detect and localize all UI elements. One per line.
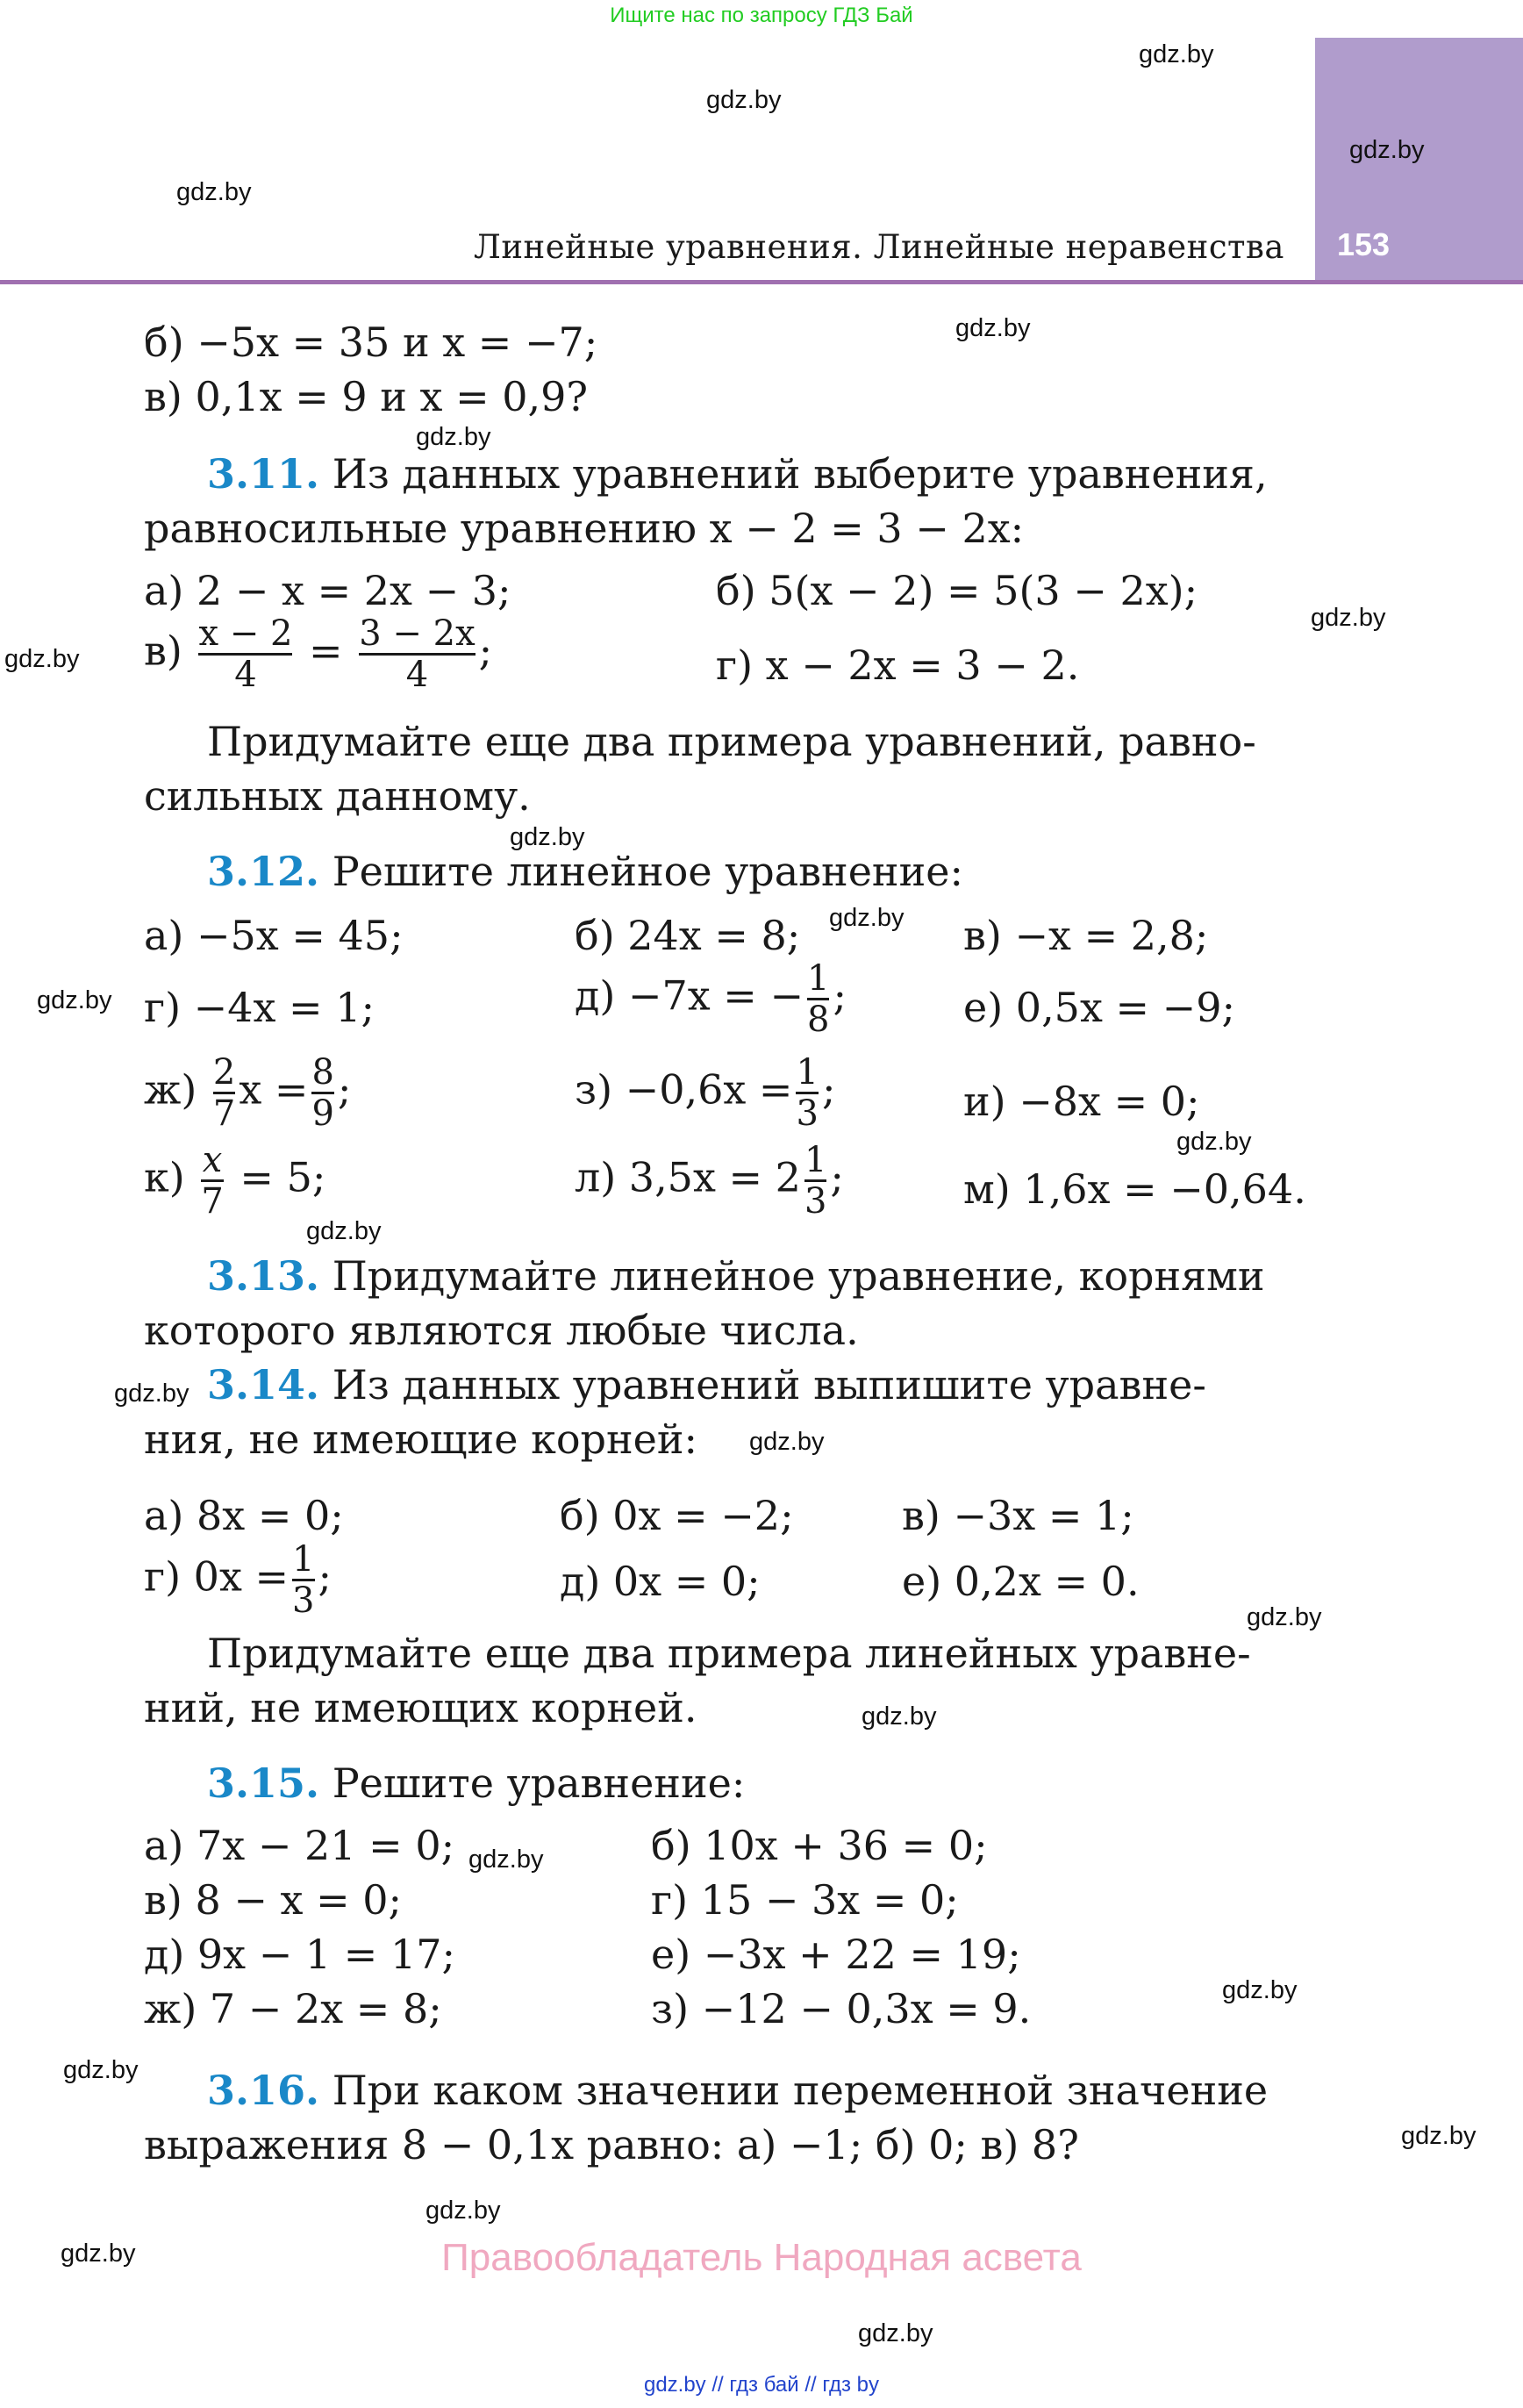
exercise-number: 3.16. bbox=[207, 2067, 320, 2114]
ex315-item-z: з) −12 − 0,3x = 9. bbox=[651, 1985, 1032, 2032]
header-rule bbox=[0, 280, 1523, 284]
prev-item-v: в) 0,1x = 9 и x = 0,9? bbox=[144, 373, 589, 420]
watermark: gdz.by bbox=[706, 86, 782, 114]
exercise-3-12-title: 3.12. Решите линейное уравнение: bbox=[207, 848, 963, 895]
ex312-item-e: е) 0,5x = −9; bbox=[963, 984, 1235, 1031]
watermark: gdz.by bbox=[425, 2197, 501, 2225]
page-number: 153 bbox=[1337, 226, 1391, 262]
watermark: gdz.by bbox=[1349, 136, 1425, 164]
ex315-item-g: г) 15 − 3x = 0; bbox=[651, 1876, 959, 1924]
watermark: gdz.by bbox=[1311, 604, 1386, 632]
ex312-item-i: и) −8x = 0; bbox=[963, 1078, 1200, 1125]
ex312-item-l: л) 3,5x = 2 $\frac{1}{3}$ ; bbox=[575, 1140, 844, 1222]
watermark: gdz.by bbox=[510, 823, 585, 851]
exercise-3-16-line2: выражения 8 − 0,1x равно: а) −1; б) 0; в) 8? bbox=[144, 2121, 1079, 2168]
fraction: $\frac{3 - 2x}{4}$ bbox=[359, 613, 475, 695]
running-title: Линейные уравнения. Линейные неравенства bbox=[474, 228, 1284, 266]
ex312-item-m: м) 1,6x = −0,64. bbox=[963, 1165, 1306, 1213]
watermark: gdz.by bbox=[416, 423, 491, 451]
fraction: $\frac{2}{7}$ bbox=[212, 1052, 236, 1134]
exercise-3-14-line2: ния, не имеющие корней: bbox=[144, 1415, 697, 1463]
ex311-item-v: в) $\frac{x - 2}{4}$ = $\frac{3 - 2x}{4}$ ; bbox=[144, 613, 493, 695]
ex312-item-z: з) −0,6x = $\frac{1}{3}$ ; bbox=[575, 1052, 836, 1134]
exercise-number: 3.14. bbox=[207, 1361, 320, 1408]
exercise-number: 3.12. bbox=[207, 848, 320, 895]
ex315-item-b: б) 10x + 36 = 0; bbox=[651, 1822, 988, 1869]
fraction: $\frac{1}{3}$ bbox=[796, 1052, 819, 1134]
watermark: gdz.by bbox=[468, 1845, 544, 1874]
fraction: $\frac{8}{9}$ bbox=[311, 1052, 334, 1134]
watermark: gdz.by bbox=[37, 986, 112, 1014]
copyright-notice: Правообладатель Народная асвета bbox=[441, 2236, 1082, 2279]
watermark: gdz.by bbox=[61, 2240, 136, 2268]
watermark: gdz.by bbox=[1222, 1976, 1298, 2004]
exercise-3-14-line1: 3.14. Из данных уравнений выпишите уравне- bbox=[207, 1361, 1206, 1408]
exercise-number: 3.15. bbox=[207, 1759, 320, 1807]
watermark: gdz.by bbox=[114, 1380, 189, 1408]
ex312-item-v: в) −x = 2,8; bbox=[963, 912, 1209, 959]
ex312-item-a: а) −5x = 45; bbox=[144, 912, 404, 959]
exercise-3-13-line2: которого являются любые числа. bbox=[144, 1307, 859, 1354]
ex314-item-d: д) 0x = 0; bbox=[560, 1558, 761, 1605]
ex311-note-line2: сильных данному. bbox=[144, 772, 531, 820]
ex314-item-a: а) 8x = 0; bbox=[144, 1492, 344, 1539]
ex311-item-b: б) 5(x − 2) = 5(3 − 2x); bbox=[716, 567, 1198, 614]
exercise-3-13-line1: 3.13. Придумайте линейное уравнение, корнями bbox=[207, 1252, 1265, 1300]
exercise-3-16-line1: 3.16. При каком значении переменной значение bbox=[207, 2067, 1269, 2114]
ex314-item-e: е) 0,2x = 0. bbox=[902, 1558, 1140, 1605]
ex312-item-g: г) −4x = 1; bbox=[144, 984, 375, 1031]
ex315-item-e: е) −3x + 22 = 19; bbox=[651, 1931, 1021, 1978]
exercise-3-11-line2: равносильные уравнению x − 2 = 3 − 2x: bbox=[144, 505, 1025, 552]
watermark: gdz.by bbox=[1176, 1128, 1252, 1156]
footer-links[interactable]: gdz.by // гдз бай // гдз by bbox=[643, 2373, 880, 2397]
watermark: gdz.by bbox=[862, 1702, 937, 1731]
ex312-item-d: д) −7x = − $\frac{1}{8}$ ; bbox=[575, 958, 847, 1040]
watermark: gdz.by bbox=[4, 645, 80, 673]
ex314-note-line1: Придумайте еще два примера линейных уравне- bbox=[207, 1630, 1251, 1677]
ex314-item-b: б) 0x = −2; bbox=[560, 1492, 794, 1539]
ex315-item-a: а) 7x − 21 = 0; bbox=[144, 1822, 455, 1869]
ex314-item-v: в) −3x = 1; bbox=[902, 1492, 1134, 1539]
watermark: gdz.by bbox=[1247, 1603, 1322, 1631]
ex311-item-g: г) x − 2x = 3 − 2. bbox=[716, 641, 1080, 689]
ex311-item-a: а) 2 − x = 2x − 3; bbox=[144, 567, 511, 614]
watermark: gdz.by bbox=[829, 904, 905, 932]
ex312-item-zh: ж) $\frac{2}{7}$ x = $\frac{8}{9}$ ; bbox=[144, 1052, 352, 1134]
prev-item-b: б) −5x = 35 и x = −7; bbox=[144, 319, 598, 366]
fraction: $\frac{1}{3}$ bbox=[804, 1140, 827, 1222]
fraction: $\frac{x}{7}$ bbox=[201, 1140, 224, 1222]
ex315-item-d: д) 9x − 1 = 17; bbox=[144, 1931, 455, 1978]
exercise-number: 3.11. bbox=[207, 450, 320, 498]
fraction: $\frac{1}{8}$ bbox=[807, 958, 830, 1040]
watermark: gdz.by bbox=[1139, 40, 1214, 68]
fraction: $\frac{x - 2}{4}$ bbox=[198, 613, 293, 695]
watermark: gdz.by bbox=[306, 1217, 382, 1245]
ex312-item-b: б) 24x = 8; bbox=[575, 912, 801, 959]
ex312-item-k: к) $\frac{x}{7}$ = 5; bbox=[144, 1140, 326, 1222]
ex311-note-line1: Придумайте еще два примера уравнений, равно- bbox=[207, 718, 1256, 765]
watermark: gdz.by bbox=[176, 178, 252, 206]
watermark: gdz.by bbox=[955, 314, 1031, 342]
watermark: gdz.by bbox=[1401, 2122, 1477, 2150]
watermark: gdz.by bbox=[858, 2319, 933, 2347]
ex314-item-g: г) 0x = $\frac{1}{3}$ ; bbox=[144, 1539, 332, 1621]
watermark: gdz.by bbox=[63, 2056, 139, 2084]
ex315-item-v: в) 8 − x = 0; bbox=[144, 1876, 403, 1924]
watermark: gdz.by bbox=[749, 1428, 825, 1456]
search-banner[interactable]: Ищите нас по запросу ГДЗ Бай bbox=[610, 4, 913, 27]
fraction: $\frac{1}{3}$ bbox=[292, 1539, 315, 1621]
exercise-3-15-title: 3.15. Решите уравнение: bbox=[207, 1759, 746, 1807]
exercise-number: 3.13. bbox=[207, 1252, 320, 1300]
ex315-item-zh: ж) 7 − 2x = 8; bbox=[144, 1985, 442, 2032]
exercise-3-11-line1: 3.11. Из данных уравнений выберите уравнения, bbox=[207, 450, 1268, 498]
ex314-note-line2: ний, не имеющих корней. bbox=[144, 1684, 697, 1731]
